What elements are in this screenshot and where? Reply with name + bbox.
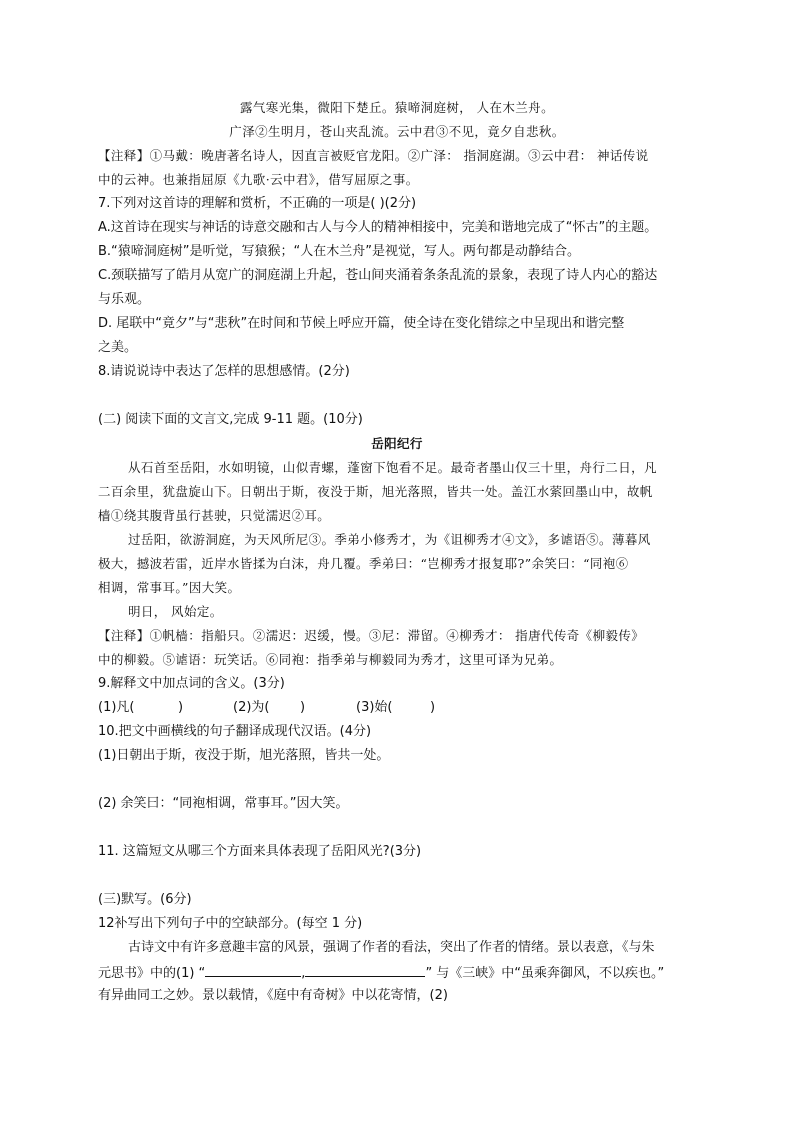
question-10-sentence-1: (1)日朝出于斯，夜没于斯，旭光落照，皆共一处。 bbox=[98, 748, 390, 763]
question-12-paragraph-line-1: 古诗文中有许多意趣丰富的风景，强调了作者的看法，突出了作者的情绪。景以表意，《与朱 bbox=[128, 940, 655, 955]
question-7-option-d-line-2: 之美。 bbox=[98, 340, 138, 355]
poem-line-1: 露气寒光集，微阳下楚丘。猿啼洞庭树， 人在木兰舟。 bbox=[240, 100, 554, 115]
question-9-item-1 bbox=[98, 698, 135, 718]
question-9-item-3-label: (3)始( bbox=[356, 700, 393, 715]
question-7-option-c-line-2: 与乐观。 bbox=[98, 292, 151, 307]
question-9-item-3-close: ) bbox=[430, 700, 436, 715]
question-9-stem: 9.解释文中加点词的含义。(3分) bbox=[98, 676, 285, 691]
question-7-option-c-line-1: C.颈联描写了皓月从宽广的洞庭湖上升起，苍山间夹涌着条条乱流的景象，表现了诗人内心的豁达 bbox=[98, 268, 658, 283]
question-12-stem: 12补写出下列句子中的空缺部分。(每空 1 分) bbox=[98, 916, 363, 931]
poem-line-2: 广泽②生明月，苍山夹乱流。云中君③不见，竟夕自悲秋。 bbox=[229, 124, 565, 139]
passage-p3: 明日， 风始定。 bbox=[128, 604, 223, 619]
question-9-item-2 bbox=[233, 698, 270, 718]
question-8: 8.请说说诗中表达了怎样的思想感情。(2分) bbox=[98, 364, 350, 379]
answer-blank-1[interactable] bbox=[205, 962, 301, 977]
passage-title: 岳阳纪行 bbox=[371, 436, 423, 451]
question-11: 11. 这篇短文从哪三个方面来具体表现了岳阳风光?(3分) bbox=[98, 844, 422, 859]
question-12-paragraph-line-2 bbox=[98, 962, 664, 984]
passage-p2-line-1: 过岳阳，欲游洞庭，为天风所尼③。季弟小修秀才，为《诅柳秀才④文》，多谑语⑤。薄暮风 bbox=[128, 532, 651, 547]
question-9-item-1-label: (1)凡( bbox=[98, 700, 135, 715]
question-7-option-d-line-1: D. 尾联中“竟夕”与“悲秋”在时间和节候上呼应开篇，使全诗在变化错综之中呈现出和谐完整 bbox=[98, 316, 625, 331]
section-2-heading: (二) 阅读下面的文言文,完成 9-11 题。(10分) bbox=[98, 412, 363, 427]
passage-note-line-2: 中的柳毅。⑤谑语：玩笑话。⑥同袍：指季弟与柳毅同为秀才，这里可译为兄弟。 bbox=[98, 652, 563, 667]
answer-blank-2[interactable] bbox=[305, 962, 425, 977]
passage-p2-line-2: 极大，撼波若雷，近岸水皆揉为白沫，舟几覆。季弟曰：“岂柳秀才报复耶?”余笑曰：“同袍⑥ bbox=[98, 556, 629, 571]
question-12-text-after-blanks: ” 与《三峡》中“虽乘奔御风，不以疾也。” bbox=[425, 966, 665, 981]
passage-p1-line-2: 二百余里，犹盘旋山下。日朝出于斯，夜没于斯，旭光落照，皆共一处。盖江水萦回墨山中，故帆 bbox=[98, 484, 653, 499]
question-7-stem: 7.下列对这首诗的理解和赏析，不正确的一项是( )(2分) bbox=[98, 196, 417, 211]
passage-p1-line-1: 从石首至岳阳，水如明镜，山似青螺，蓬窗下饱看不足。最奇者墨山仅三十里，舟行二日，凡 bbox=[128, 460, 657, 475]
blank-separator-comma: , bbox=[301, 966, 306, 981]
passage-note-line-1: 【注释】①帆樯：指船只。②濡迟：迟缓，慢。③尼：滞留。④柳秀才： 指唐代传奇《柳毅传》 bbox=[98, 628, 645, 643]
question-12-text-before-blanks: 元思书》中的(1) “ bbox=[98, 966, 206, 981]
section-3-heading: (三)默写。(6分) bbox=[98, 892, 192, 907]
poem-note-line-1: 【注释】①马戴：晚唐著名诗人，因直言被贬官龙阳。②广泽： 指洞庭湖。③云中君： 神话传说 bbox=[98, 148, 649, 163]
question-9-item-2-close: ) bbox=[300, 700, 306, 715]
question-12-paragraph-line-3: 有异曲同工之妙。景以载情，《庭中有奇树》中以花寄情，(2) bbox=[98, 988, 448, 1003]
question-7-option-a: A.这首诗在现实与神话的诗意交融和古人与今人的精神相接中，完美和谐地完成了“怀古”的主题。 bbox=[98, 220, 658, 235]
poem-note-line-2: 中的云神。也兼指屈原《九歌·云中君》，借写屈原之事。 bbox=[98, 172, 419, 187]
question-10-stem: 10.把文中画横线的句子翻译成现代汉语。(4分) bbox=[98, 724, 372, 739]
question-9-item-2-label: (2)为( bbox=[233, 700, 270, 715]
passage-p2-line-3: 相调，常事耳。”因大笑。 bbox=[98, 580, 241, 595]
question-9-item-1-close: ) bbox=[178, 700, 184, 715]
question-7-option-b: B.“猿啼洞庭树”是听觉，写猿猴；“人在木兰舟”是视觉，写人。两句都是动静结合。 bbox=[98, 244, 580, 259]
passage-p1-line-3: 樯①绕其腹背虽行甚驶，只觉濡迟②耳。 bbox=[98, 508, 331, 523]
question-10-sentence-2: (2) 余笑曰：“同袍相调，常事耳。”因大笑。 bbox=[98, 796, 349, 811]
question-9-item-3 bbox=[356, 698, 393, 718]
